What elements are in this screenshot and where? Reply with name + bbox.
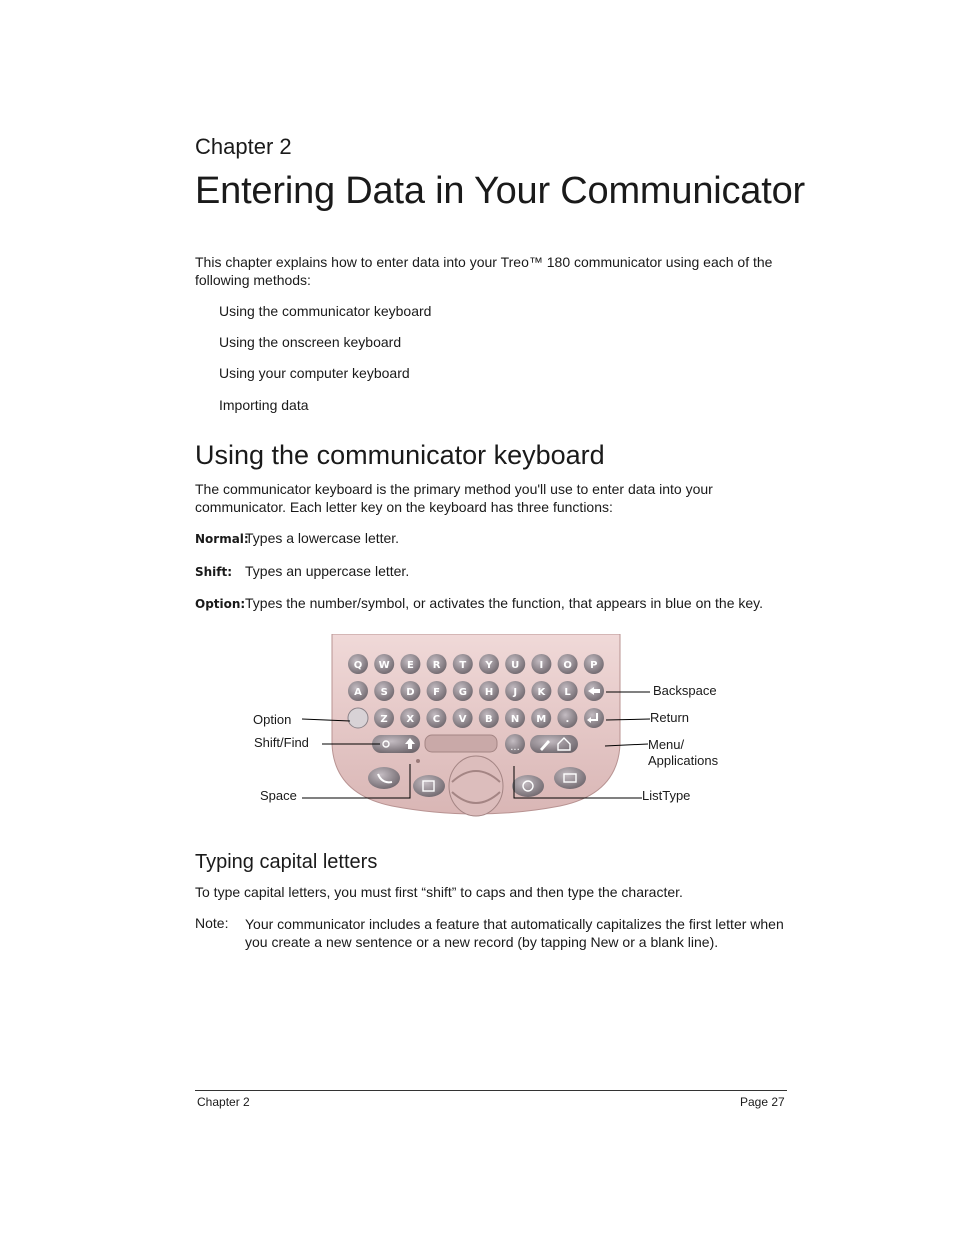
key-label: E (406, 660, 414, 671)
key-label: S (380, 687, 388, 698)
key-label: P (590, 660, 598, 671)
method-item: Using the onscreen keyboard (219, 334, 402, 350)
callout-menu: Menu/ (648, 737, 685, 752)
function-label-shift: Shift: (195, 565, 233, 579)
footer-page-number: Page 27 (740, 1095, 785, 1109)
key-label: W (378, 660, 390, 671)
method-item: Using the communicator keyboard (219, 303, 432, 319)
key-label: V (458, 714, 467, 725)
key-label: U (511, 660, 520, 671)
key-label: K (537, 687, 546, 698)
key-label: O (563, 660, 572, 671)
key-label: H (484, 687, 494, 698)
key-label: . (565, 714, 570, 725)
callout-return: Return (650, 710, 690, 725)
subsection-paragraph: To type capital letters, you must first “shift” to caps and then type the character. (195, 884, 683, 900)
section-heading: Using the communicator keyboard (195, 440, 605, 470)
intro-paragraph: This chapter explains how to enter data into your Treo™ 180 communicator using each of the following methods: (195, 254, 773, 288)
callout-shift-find: Shift/Find (254, 735, 309, 750)
callout-applications: Applications (648, 753, 719, 768)
note-label: Note: (195, 915, 229, 931)
method-item: Using your computer keyboard (219, 365, 410, 381)
function-text-normal: Types a lowercase letter. (245, 530, 400, 546)
key-label: N (510, 714, 520, 725)
note-text: Your communicator includes a feature that automatically capitalizes the first letter when you create a new sentence or a new record (by tapping New or a blank line). (245, 916, 784, 950)
key-label: I (539, 660, 544, 671)
svg-text:...: ... (510, 742, 520, 753)
key-label: C (432, 714, 441, 725)
key-label: Q (353, 660, 363, 671)
key-label: B (484, 714, 493, 725)
callout-listtype: ListType (642, 788, 691, 803)
key-label: T (459, 660, 467, 671)
key-label: X (406, 714, 415, 725)
key-label: A (354, 687, 362, 698)
callout-space: Space (260, 788, 297, 803)
key-label: M (536, 714, 547, 725)
key-label: G (458, 687, 467, 698)
function-text-shift: Types an uppercase letter. (245, 563, 410, 579)
key-label: R (432, 660, 441, 671)
key-label: D (406, 687, 415, 698)
chapter-label: Chapter 2 (195, 134, 292, 159)
callout-option: Option (253, 712, 292, 727)
footer-divider (195, 1090, 787, 1091)
callout-backspace: Backspace (653, 683, 717, 698)
method-item: Importing data (219, 397, 309, 413)
key-label: F (433, 687, 441, 698)
subsection-heading: Typing capital letters (195, 851, 378, 873)
function-label-normal: Normal: (195, 532, 249, 546)
function-text-option: Types the number/symbol, or activates the function, that appears in blue on the key. (245, 595, 764, 611)
function-label-option: Option: (195, 597, 246, 611)
key-label: L (564, 687, 571, 698)
key-label: Y (485, 660, 493, 671)
page-title: Entering Data in Your Communicator (195, 170, 805, 212)
footer-chapter: Chapter 2 (197, 1095, 250, 1109)
section-paragraph: The communicator keyboard is the primary method you'll use to enter data into your communicator. Each letter key on the keyboard has three functions: (195, 481, 713, 515)
key-label: J (513, 687, 518, 698)
key-label: Z (380, 714, 388, 725)
